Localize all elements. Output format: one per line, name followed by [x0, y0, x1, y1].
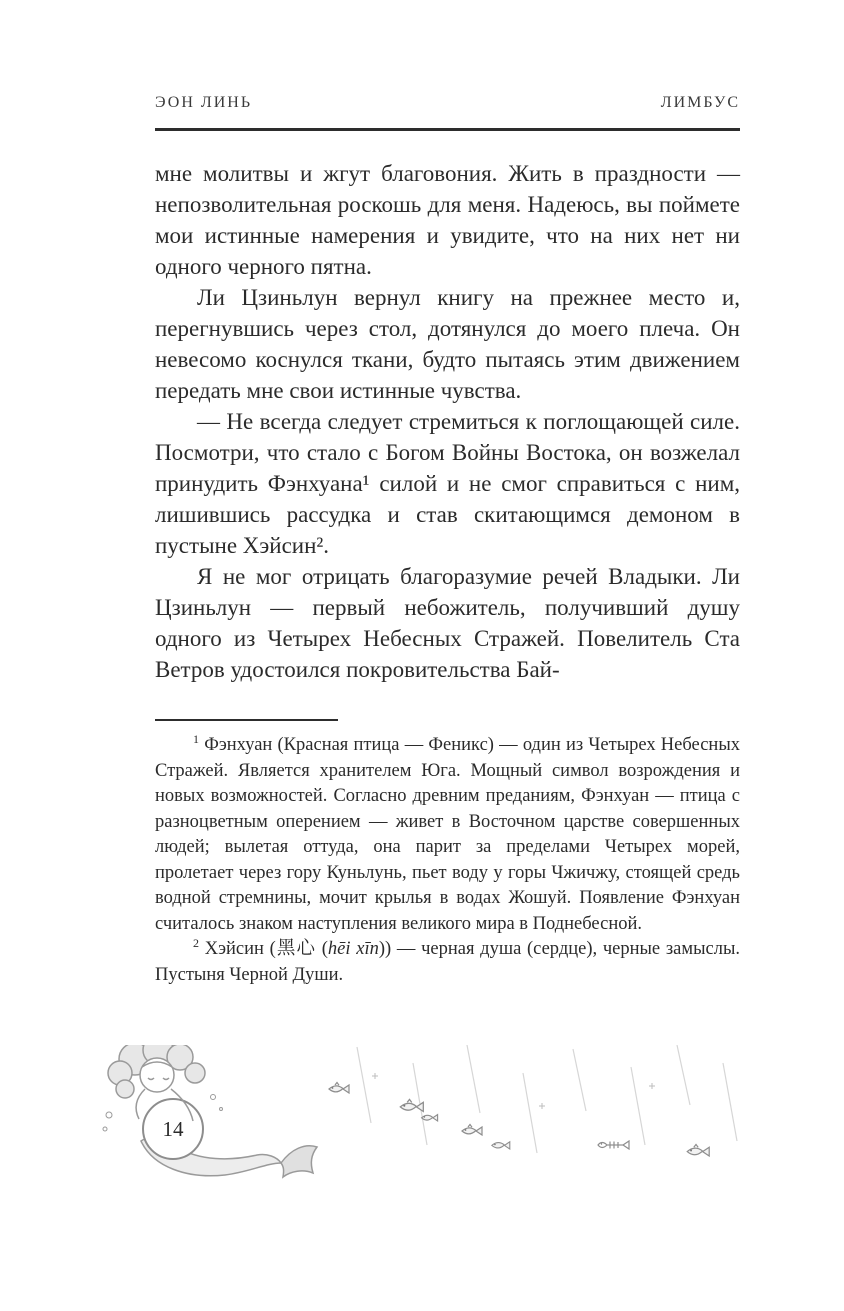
footnote-marker: 1	[193, 731, 199, 746]
footnote-separator	[155, 719, 338, 721]
running-header	[155, 94, 740, 112]
paragraph: — Не всегда следует стремиться к поглощающей силе. Посмотри, что стало с Богом Войны Востока, он возжелал принудить Фэнхуана¹ силой и не смог справиться с ним, лишившись рассудка и став скитающимся демоном в пустыне Хэйсин².	[155, 409, 740, 558]
footnote-text: Фэнхуан (Красная птица — Феникс) — один из Четырех Небесных Стражей. Является хранителем Юга. Мощный символ возрождения и новых возможностей. Согласно древним преданиям, Фэнхуан — птица с разноцветным оперением — живет в Восточном царстве совершенных людей; вылетая оттуда, она парит за пределами Четырех морей, пролетает через гору Куньлунь, пьет воду у горы Чжичжу, стоящей средь водной стремнины, мочит крылья в водах Жошуй. Появление Фэнхуан считалось знаком наступления великого мира в Поднебесной.	[155, 735, 740, 934]
fish-icon	[492, 1142, 510, 1149]
header-book-title: ЛИМБУС	[660, 94, 740, 111]
footnote-text	[155, 939, 740, 985]
body-text	[155, 158, 740, 685]
fish-icon	[462, 1125, 482, 1136]
water-streak-lines	[357, 1045, 737, 1153]
fish-skeleton-icon	[598, 1141, 629, 1149]
mermaid-arm-left	[136, 1089, 145, 1119]
footnote	[155, 733, 740, 937]
footnote-text-suffix: )) — черная душа (сердце), черные замыслы. Пустыня Черной Души.	[155, 939, 741, 985]
footnote-text-prefix: Хэйсин (黑心 (	[199, 939, 328, 959]
footer-illustration-svg	[95, 1045, 765, 1210]
footer-illustration	[95, 1045, 765, 1210]
fish-icon	[329, 1083, 349, 1094]
mermaid-face	[140, 1058, 174, 1092]
sparkle-icons	[372, 1073, 655, 1109]
footnote	[155, 937, 740, 988]
footnotes	[155, 733, 740, 988]
page-number: 14	[162, 1117, 184, 1141]
header-rule	[155, 128, 740, 131]
mermaid-illustration	[103, 1045, 317, 1177]
header-author: ЭОН ЛИНЬ	[155, 94, 253, 111]
fish-icon	[422, 1115, 438, 1121]
mermaid-fin	[281, 1146, 317, 1177]
paragraph: Я не мог отрицать благоразумие речей Владыки. Ли Цзиньлун — первый небожитель, получивший душу одного из Четырех Небесных Стражей. Повелитель Ста Ветров удостоился покровительства Бай-	[155, 564, 740, 682]
footnote-marker: 2	[193, 935, 199, 950]
paragraph: мне молитвы и жгут благовония. Жить в праздности — непозволительная роскошь для меня. Надеюсь, вы поймете мои истинные намерения и увидите, что на них нет ни одного черного пятна.	[155, 161, 740, 279]
fish-icon	[687, 1144, 709, 1156]
paragraph: Ли Цзиньлун вернул книгу на прежнее место и, перегнувшись через стол, дотянулся до моего плеча. Он невесомо коснулся ткани, будто пытаясь этим движением передать мне свои истинные чувства.	[155, 285, 740, 403]
footnote-text-pinyin: hēi xīn	[327, 939, 379, 959]
